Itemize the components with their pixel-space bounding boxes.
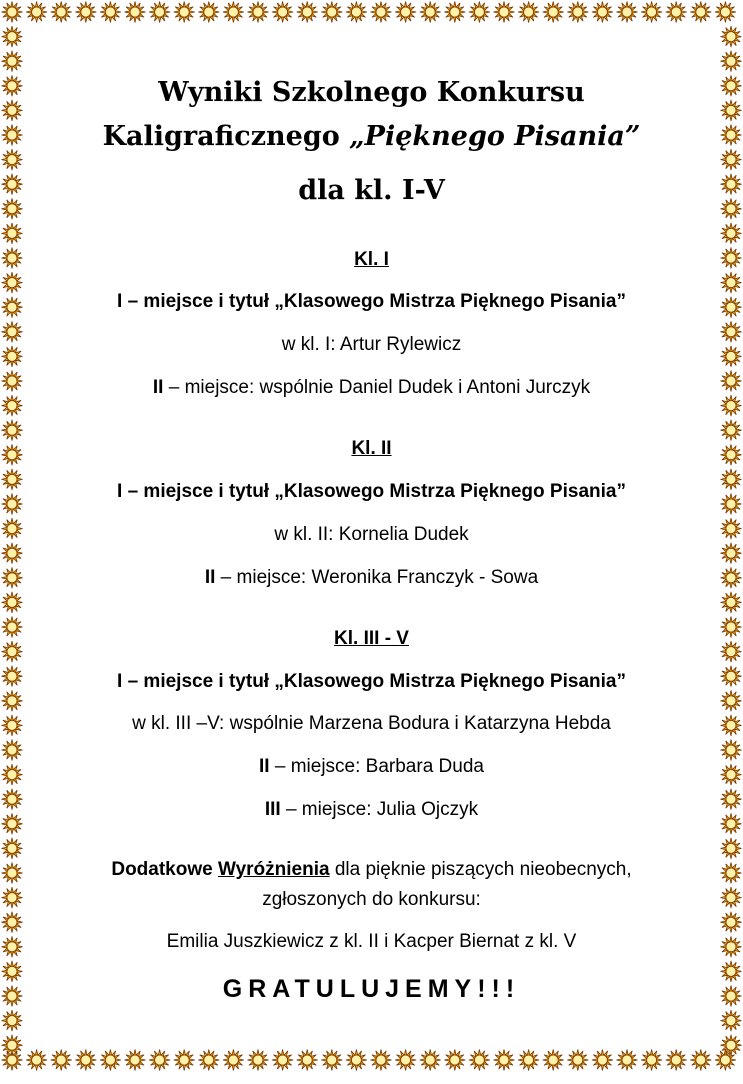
sunflower-icon bbox=[721, 420, 742, 441]
sunflower-icon bbox=[2, 863, 23, 884]
sunflower-icon bbox=[494, 1050, 515, 1071]
sunflower-icon bbox=[2, 75, 23, 96]
sunflower-icon bbox=[395, 2, 416, 23]
sunflower-icon bbox=[297, 1050, 318, 1071]
second-place-label: II bbox=[259, 756, 270, 777]
distinctions-line-1 bbox=[30, 858, 713, 882]
sunflower-icon bbox=[2, 371, 23, 392]
sunflower-icon bbox=[721, 125, 742, 146]
sunflower-icon bbox=[100, 1050, 121, 1071]
sunflower-icon bbox=[2, 641, 23, 662]
second-place-kl-2 bbox=[30, 566, 713, 590]
second-place-text: – miejsce: Weronika Franczyk - Sowa bbox=[215, 567, 539, 588]
sunflower-icon bbox=[721, 1035, 742, 1056]
sunflower-icon bbox=[371, 2, 392, 23]
sunflower-icon bbox=[641, 1050, 662, 1071]
sunflower-icon bbox=[2, 567, 23, 588]
sunflower-icon bbox=[223, 2, 244, 23]
sunflower-icon bbox=[297, 2, 318, 23]
winner-kl-2: w kl. II: Kornelia Dudek bbox=[274, 524, 469, 545]
sunflower-icon bbox=[721, 912, 742, 933]
results-content bbox=[30, 40, 713, 1040]
sunflower-icon bbox=[721, 272, 742, 293]
sunflower-icon bbox=[721, 248, 742, 269]
sunflower-icon bbox=[567, 2, 588, 23]
sunflower-icon bbox=[2, 961, 23, 982]
sunflower-icon bbox=[721, 395, 742, 416]
sunflower-icon bbox=[690, 1050, 711, 1071]
sunflower-icon bbox=[721, 863, 742, 884]
sunflower-icon bbox=[494, 2, 515, 23]
sunflower-icon bbox=[272, 1050, 293, 1071]
sunflower-icon bbox=[2, 912, 23, 933]
sunflower-icon bbox=[174, 2, 195, 23]
sunflower-icon bbox=[721, 297, 742, 318]
sunflower-icon bbox=[26, 1050, 47, 1071]
sunflower-icon bbox=[721, 26, 742, 47]
sunflower-icon bbox=[2, 420, 23, 441]
sunflower-icon bbox=[2, 248, 23, 269]
sunflower-icon bbox=[721, 346, 742, 367]
sunflower-icon bbox=[518, 1050, 539, 1071]
sunflower-icon bbox=[721, 1010, 742, 1031]
sunflower-icon bbox=[518, 2, 539, 23]
sunflower-icon bbox=[2, 690, 23, 711]
sunflower-icon bbox=[2, 592, 23, 613]
sunflower-icon bbox=[75, 1050, 96, 1071]
sunflower-icon bbox=[2, 1010, 23, 1031]
sunflower-icon bbox=[2, 715, 23, 736]
sunflower-icon bbox=[721, 518, 742, 539]
sunflower-icon bbox=[721, 371, 742, 392]
sunflower-icon bbox=[248, 2, 269, 23]
sunflower-icon bbox=[2, 198, 23, 219]
distinctions-line-2: zgłoszonych do konkursu: bbox=[262, 889, 481, 910]
sunflower-icon bbox=[543, 2, 564, 23]
sunflower-icon bbox=[346, 2, 367, 23]
sunflower-icon bbox=[2, 100, 23, 121]
first-place-kl-2: I – miejsce i tytuł „Klasowego Mistrza Pięknego Pisania” bbox=[117, 481, 626, 502]
second-place-kl-1 bbox=[30, 376, 713, 400]
sunflower-icon bbox=[100, 2, 121, 23]
sunflower-icon bbox=[721, 936, 742, 957]
sunflower-icon bbox=[721, 715, 742, 736]
sunflower-icon bbox=[248, 1050, 269, 1071]
sunflower-border-left bbox=[0, 0, 24, 1084]
sunflower-icon bbox=[721, 543, 742, 564]
sunflower-icon bbox=[721, 617, 742, 638]
sunflower-icon bbox=[2, 272, 23, 293]
distinctions-prefix: Dodatkowe bbox=[111, 859, 218, 880]
first-place-kl-1: I – miejsce i tytuł „Klasowego Mistrza Pięknego Pisania” bbox=[117, 291, 626, 312]
third-place-label: III bbox=[264, 799, 281, 820]
sunflower-icon bbox=[51, 2, 72, 23]
sunflower-icon bbox=[2, 395, 23, 416]
sunflower-icon bbox=[149, 2, 170, 23]
sunflower-icon bbox=[198, 2, 219, 23]
sunflower-border-top bbox=[0, 0, 743, 24]
second-place-text: – miejsce: wspólnie Daniel Dudek i Antoni Jurczyk bbox=[163, 377, 591, 398]
sunflower-icon bbox=[721, 666, 742, 687]
sunflower-icon bbox=[125, 2, 146, 23]
section-heading-kl-2: Kl. II bbox=[351, 438, 392, 459]
winner-kl-1: w kl. I: Artur Rylewicz bbox=[281, 334, 462, 355]
sunflower-icon bbox=[2, 174, 23, 195]
sunflower-icon bbox=[272, 2, 293, 23]
sunflower-icon bbox=[721, 223, 742, 244]
distinctions-names: Emilia Juszkiewicz z kl. II i Kacper Biernat z kl. V bbox=[166, 931, 577, 952]
sunflower-icon bbox=[2, 149, 23, 170]
sunflower-icon bbox=[2, 936, 23, 957]
sunflower-icon bbox=[721, 51, 742, 72]
third-place-text: – miejsce: Julia Ojczyk bbox=[280, 799, 479, 820]
sunflower-icon bbox=[721, 198, 742, 219]
sunflower-icon bbox=[2, 617, 23, 638]
sunflower-icon bbox=[721, 641, 742, 662]
sunflower-icon bbox=[617, 1050, 638, 1071]
sunflower-icon bbox=[174, 1050, 195, 1071]
section-heading-kl-3-5: Kl. III - V bbox=[334, 628, 409, 649]
title-line-2-prefix: Kaligraficznego bbox=[102, 121, 350, 152]
title-line-3: dla kl. I-V bbox=[298, 175, 445, 206]
title-line-2-italic: „Pięknego Pisania” bbox=[349, 121, 641, 152]
second-place-text: – miejsce: Barbara Duda bbox=[269, 756, 484, 777]
sunflower-icon bbox=[666, 1050, 687, 1071]
sunflower-icon bbox=[2, 444, 23, 465]
title-line-1: Wyniki Szkolnego Konkursu bbox=[158, 77, 585, 108]
sunflower-icon bbox=[2, 764, 23, 785]
sunflower-icon bbox=[690, 2, 711, 23]
third-place-kl-3-5 bbox=[30, 798, 713, 822]
second-place-label: II bbox=[204, 567, 216, 588]
sunflower-icon bbox=[51, 1050, 72, 1071]
second-place-kl-3-5 bbox=[30, 755, 713, 779]
sunflower-icon bbox=[2, 887, 23, 908]
sunflower-icon bbox=[198, 1050, 219, 1071]
sunflower-icon bbox=[2, 740, 23, 761]
sunflower-icon bbox=[469, 2, 490, 23]
sunflower-icon bbox=[721, 838, 742, 859]
sunflower-icon bbox=[321, 1050, 342, 1071]
sunflower-icon bbox=[721, 887, 742, 908]
sunflower-icon bbox=[721, 961, 742, 982]
sunflower-icon bbox=[444, 1050, 465, 1071]
sunflower-icon bbox=[2, 666, 23, 687]
sunflower-icon bbox=[721, 75, 742, 96]
sunflower-icon bbox=[2, 494, 23, 515]
sunflower-icon bbox=[721, 813, 742, 834]
sunflower-icon bbox=[721, 149, 742, 170]
first-place-kl-3-5: I – miejsce i tytuł „Klasowego Mistrza Pięknego Pisania” bbox=[117, 671, 626, 692]
winner-kl-3-5: w kl. III –V: wspólnie Marzena Bodura i Katarzyna Hebda bbox=[132, 713, 611, 734]
sunflower-icon bbox=[721, 444, 742, 465]
sunflower-icon bbox=[2, 986, 23, 1007]
sunflower-icon bbox=[2, 469, 23, 490]
section-heading-kl-1: Kl. I bbox=[354, 249, 389, 270]
sunflower-icon bbox=[721, 764, 742, 785]
sunflower-icon bbox=[2, 1035, 23, 1056]
sunflower-icon bbox=[321, 2, 342, 23]
sunflower-icon bbox=[420, 2, 441, 23]
sunflower-icon bbox=[2, 543, 23, 564]
sunflower-icon bbox=[26, 2, 47, 23]
sunflower-icon bbox=[75, 2, 96, 23]
sunflower-icon bbox=[721, 321, 742, 342]
sunflower-icon bbox=[2, 838, 23, 859]
sunflower-icon bbox=[617, 2, 638, 23]
sunflower-icon bbox=[2, 346, 23, 367]
sunflower-icon bbox=[567, 1050, 588, 1071]
sunflower-icon bbox=[2, 518, 23, 539]
sunflower-icon bbox=[592, 1050, 613, 1071]
sunflower-icon bbox=[2, 297, 23, 318]
sunflower-icon bbox=[371, 1050, 392, 1071]
sunflower-icon bbox=[666, 2, 687, 23]
sunflower-icon bbox=[420, 1050, 441, 1071]
sunflower-icon bbox=[721, 592, 742, 613]
sunflower-icon bbox=[721, 567, 742, 588]
sunflower-icon bbox=[469, 1050, 490, 1071]
sunflower-icon bbox=[543, 1050, 564, 1071]
sunflower-icon bbox=[592, 2, 613, 23]
sunflower-icon bbox=[721, 986, 742, 1007]
sunflower-icon bbox=[721, 100, 742, 121]
title-line-2 bbox=[30, 116, 713, 158]
sunflower-icon bbox=[721, 690, 742, 711]
sunflower-icon bbox=[2, 813, 23, 834]
sunflower-border-right bbox=[719, 0, 743, 1084]
second-place-label: II bbox=[152, 377, 164, 398]
sunflower-icon bbox=[395, 1050, 416, 1071]
sunflower-icon bbox=[721, 789, 742, 810]
sunflower-icon bbox=[149, 1050, 170, 1071]
sunflower-icon bbox=[641, 2, 662, 23]
sunflower-icon bbox=[2, 125, 23, 146]
sunflower-icon bbox=[721, 469, 742, 490]
sunflower-icon bbox=[346, 1050, 367, 1071]
sunflower-icon bbox=[2, 789, 23, 810]
sunflower-icon bbox=[2, 223, 23, 244]
sunflower-icon bbox=[444, 2, 465, 23]
sunflower-icon bbox=[2, 26, 23, 47]
sunflower-icon bbox=[2, 321, 23, 342]
sunflower-icon bbox=[2, 51, 23, 72]
sunflower-icon bbox=[721, 494, 742, 515]
distinctions-suffix: dla pięknie piszących nieobecnych, bbox=[329, 859, 632, 880]
distinctions-underlined: Wyróżnienia bbox=[217, 859, 330, 880]
sunflower-icon bbox=[125, 1050, 146, 1071]
sunflower-icon bbox=[223, 1050, 244, 1071]
sunflower-icon bbox=[721, 740, 742, 761]
congratulations-text: GRATULUJEMY!!! bbox=[222, 975, 521, 1003]
sunflower-icon bbox=[721, 174, 742, 195]
sunflower-border-bottom bbox=[0, 1048, 743, 1072]
